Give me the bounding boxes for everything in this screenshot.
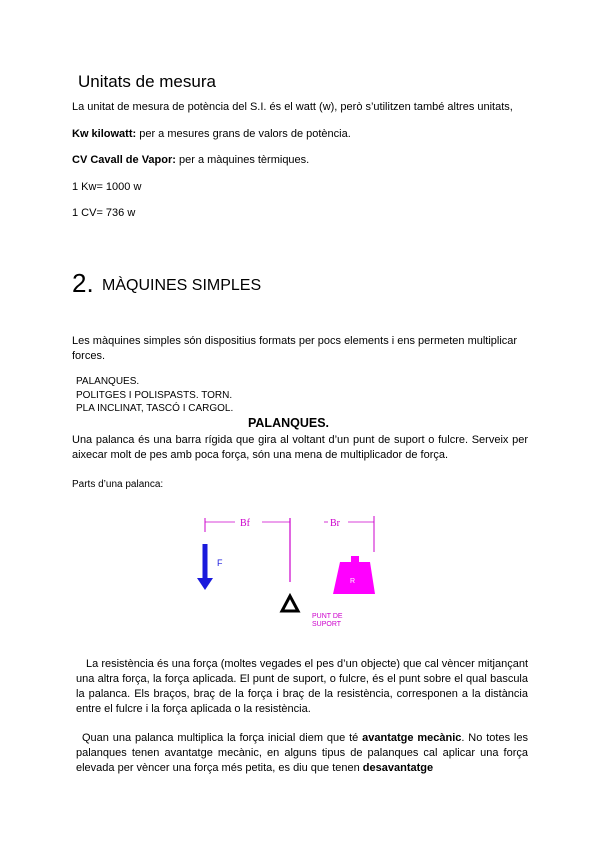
- list-item: PLA INCLINAT, TASCÓ I CARGOL.: [76, 403, 234, 414]
- para2-text-a: Quan una palanca multiplica la força inicial diem que té: [82, 732, 363, 744]
- force-arrow-head: [197, 578, 213, 590]
- parts-label: Parts d’una palanca:: [72, 479, 164, 490]
- palanques-desc: Una palanca és una barra rígida que gira al voltant d’un punt de suport o fulcre. Serveix per aixecar molt de pes amb poca força, són una mena de multiplicador de força.: [72, 434, 528, 461]
- equation-kw: 1 Kw= 1000 w: [72, 181, 142, 193]
- list-item: PALANQUES.: [76, 376, 140, 387]
- lever-diagram: [190, 510, 390, 640]
- resistance-paragraph: La resistència és una força (moltes vegades el pes d’un objecte) que cal vèncer mitjançant una altra força, la força aplicada. El punt de suport, o fulcre, és el punt sobre el qual bascula la palanca. Els braços, braç de la força i braç de la resistència, corresponen a la distància entre el fulcre i la força aplicada o la resistència.: [76, 658, 528, 715]
- force-arrow-shaft: [203, 544, 208, 580]
- para2-text-c: . No totes les palanques tenen avantatge mecànic, en alguns tipus de palanques cal aplicar una força elevada per vèncer una força més petita, es diu que tenen: [76, 732, 528, 774]
- section-number: 2.: [72, 268, 94, 298]
- equation-cv: 1 CV= 736 w: [72, 207, 136, 219]
- palanques-title: PALANQUES.: [248, 416, 330, 430]
- machines-list: [76, 375, 233, 416]
- kw-line: [72, 127, 552, 142]
- section-title: MÀQUINES SIMPLES: [102, 277, 262, 294]
- term-desavantatge: desavantatge: [362, 762, 434, 774]
- term-avantatge-mecanic: avantatge mecànic: [362, 732, 462, 744]
- support-label-line2: SUPORT: [312, 621, 342, 628]
- weight-handle: [351, 556, 359, 562]
- kw-desc: per a mesures grans de valors de potència.: [136, 128, 351, 140]
- cv-line: [72, 153, 552, 168]
- support-label-line1: PUNT DE: [312, 613, 343, 620]
- br-label: Br: [330, 518, 340, 529]
- list-item: POLITGES I POLISPASTS. TORN.: [76, 389, 233, 401]
- units-title: Unitats de mesura: [78, 72, 216, 91]
- kw-term: Kw kilowatt:: [72, 128, 137, 140]
- cv-desc: per a màquines tèrmiques.: [175, 154, 310, 166]
- fulcrum-triangle-icon: [282, 596, 298, 611]
- cv-term: CV Cavall de Vapor:: [72, 154, 176, 166]
- units-intro: La unitat de mesura de potència del S.I. és el watt (w), però s’utilitzen també altres unitats,: [72, 101, 513, 113]
- resistance-label: R: [350, 578, 356, 585]
- bf-label: Bf: [240, 518, 250, 529]
- section-intro: Les màquines simples són dispositius formats per pocs elements i ens permeten multiplicar forces.: [72, 335, 518, 362]
- mechanical-advantage-paragraph: [76, 731, 528, 776]
- force-label: F: [217, 558, 223, 568]
